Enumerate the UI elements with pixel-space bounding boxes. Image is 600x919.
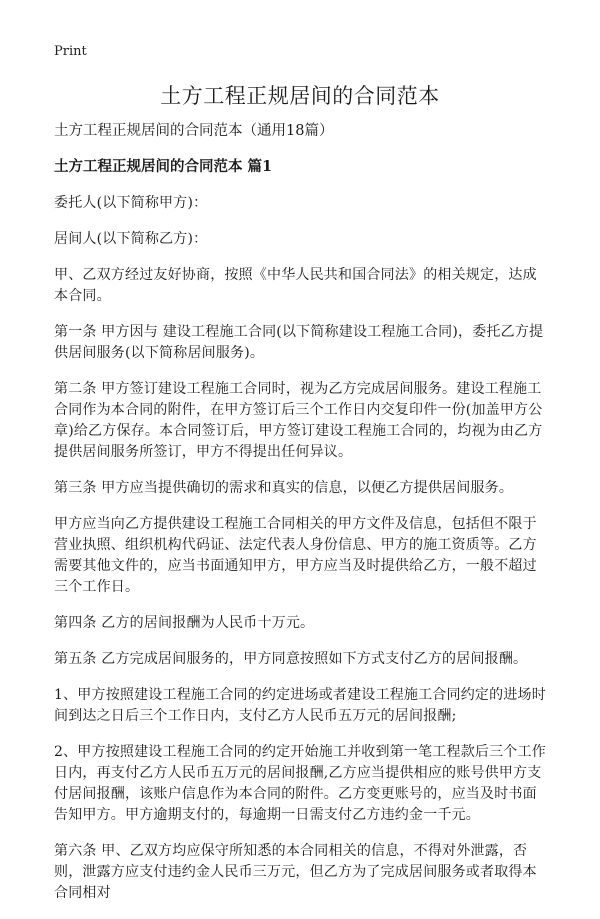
paragraph-article-1: 第一条 甲方因与 建设工程施工合同(以下简称建设工程施工合同)，委托乙方提供居间服务(以下简称居间服务)。 — [54, 324, 544, 361]
paragraph-article-5-item-2: 2、甲方按照建设工程施工合同的约定开始施工并收到第一笔工程款后三个工作日内，再支付乙方人民币五万元的居间报酬,乙方应当提供相应的账号供甲方支付居间报酬，该账户信息作为本合同的附件。乙方变更账号的，应当及时书面告知甲方。甲方逾期支付的，每逾期一日需支付乙方违约金一千元。 — [54, 744, 546, 823]
document-title: 土方工程正规居间的合同范本 — [160, 84, 440, 108]
section-heading: 土方工程正规居间的合同范本 篇1 — [54, 158, 273, 175]
document-body — [54, 121, 546, 919]
paragraph-article-3: 第三条 甲方应当提供确切的需求和真实的信息，以便乙方提供居间服务。 — [54, 480, 514, 496]
paragraph-article-6: 第六条 甲、乙双方均应保守所知悉的本合同相关的信息，不得对外泄露，否则，泄露方应支付违约金人民币三万元，但乙方为了完成居间服务或者取得本合同相对 — [54, 843, 537, 901]
paragraph-article-2: 第二条 甲方签订建设工程施工合同时，视为乙方完成居间服务。建设工程施工合同作为本合同的附件，在甲方签订后三个工作日内交复印件一份(加盖甲方公章)给乙方保存。本合同签订后，甲方签订建设工程施工合同的，均视为由乙方提供居间服务所签订，甲方不得提出任何异议。 — [54, 381, 543, 460]
print-link[interactable]: Print — [54, 44, 87, 59]
paragraph-client: 委托人(以下简称甲方)： — [54, 195, 208, 211]
paragraph-article-3-detail: 甲方应当向乙方提供建设工程施工合同相关的甲方文件及信息，包括但不限于营业执照、组织机构代码证、法定代表人身份信息、甲方的施工资质等。乙方需要其他文件的，应当书面通知甲方，甲方应当及时提供给乙方，一般不超过三个工作日。 — [54, 516, 537, 595]
paragraph-preamble: 甲、乙双方经过友好协商，按照《中华人民共和国合同法》的相关规定，达成本合同。 — [54, 267, 537, 304]
paragraph-article-4: 第四条 乙方的居间报酬为人民币十万元。 — [54, 615, 315, 631]
document-subtitle: 土方工程正规居间的合同范本（通用18篇） — [54, 123, 334, 139]
paragraph-article-5-item-1: 1、甲方按照建设工程施工合同的约定进场或者建设工程施工合同约定的进场时间到达之日后三个工作日内，支付乙方人民币五万元的居间报酬; — [54, 687, 546, 724]
paragraph-broker: 居间人(以下简称乙方)： — [54, 231, 208, 247]
paragraph-article-5: 第五条 乙方完成居间服务的，甲方同意按照如下方式支付乙方的居间报酬。 — [54, 651, 528, 667]
